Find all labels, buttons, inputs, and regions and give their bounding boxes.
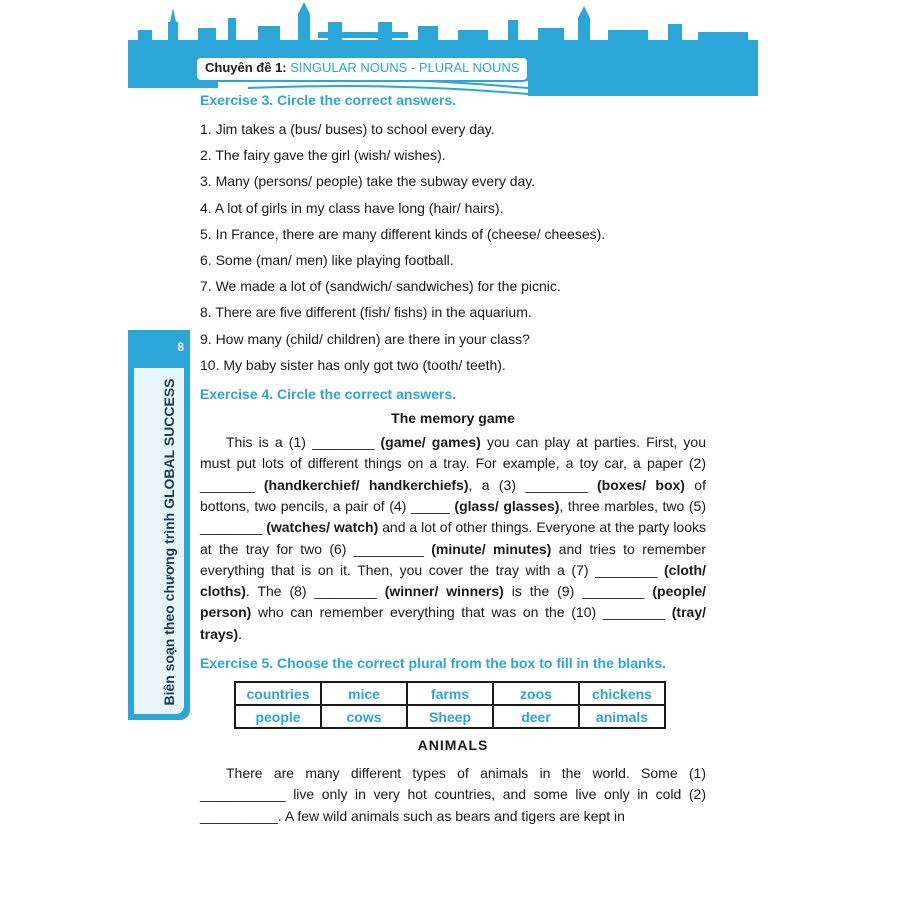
story-text: who can remember everything that was on the (10) ________: [251, 604, 672, 621]
word-cell: people: [235, 705, 321, 728]
exercise4-title: Exercise 4. Circle the correct answers.: [200, 386, 457, 403]
word-box: [234, 681, 666, 729]
list-item: 3. Many (persons/ people) take the subway every day.: [200, 173, 536, 190]
sidebar-vertical-text: Biên soạn theo chương trình GLOBAL SUCCESS: [161, 378, 177, 706]
story-text: .: [238, 625, 243, 642]
answer-choice: (minute/ minutes): [431, 540, 552, 557]
story-text: and tries to remember everything that is on it. Then, you cover the tray with a (7) ________: [200, 540, 706, 578]
exercise3-list: [200, 116, 706, 378]
answer-choice: (watches/ watch): [266, 519, 379, 536]
answer-choice: (people/ person): [200, 583, 707, 621]
word-cell: animals: [579, 705, 665, 728]
answer-choice: (glass/ glasses): [454, 497, 560, 514]
list-item: 9. How many (child/ children) are there in your class?: [200, 330, 530, 347]
answer-choice: (handkerchief/ handkerchiefs): [263, 476, 469, 493]
header-banner: [128, 0, 758, 100]
answer-choice: (winner/ winners): [384, 583, 504, 600]
chapter-title: SINGULAR NOUNS - PLURAL NOUNS: [290, 60, 520, 75]
list-item: 2. The fairy gave the girl (wish/ wishes).: [200, 147, 446, 164]
word-cell: countries: [235, 682, 321, 705]
story-title: The memory game: [391, 410, 515, 427]
answer-choice: (game/ games): [380, 434, 481, 451]
story-text: . The (8) ________: [245, 583, 385, 600]
word-cell: cows: [321, 705, 407, 728]
story-paragraph: [200, 432, 706, 645]
list-item: 6. Some (man/ men) like playing football.: [200, 252, 454, 269]
table-row: [235, 682, 665, 705]
word-cell: mice: [321, 682, 407, 705]
exercise5-title: Exercise 5. Choose the correct plural from the box to fill in the blanks.: [200, 655, 666, 671]
list-item: 4. A lot of girls in my class have long (hair/ hairs).: [200, 199, 504, 216]
list-item: 10. My baby sister has only got two (tooth/ teeth).: [200, 356, 506, 373]
london-skyline-icon: [128, 0, 758, 100]
page-number: 8: [128, 330, 190, 364]
story-text: of bottons, two pencils, a pair of (4) _____: [200, 476, 706, 514]
story-text: This is a (1) ________: [226, 434, 381, 451]
story-text: you can play at parties. First, you must put lots of different things on a tray. For example, a toy car, a paper (2) _______: [200, 434, 706, 493]
list-item: 5. In France, there are many different kinds of (cheese/ cheeses).: [200, 225, 606, 242]
answer-choice: (cloth/ cloths): [200, 561, 706, 600]
chapter-number: Chuyên đề 1:: [205, 60, 287, 75]
word-cell: farms: [407, 682, 493, 705]
answer-choice: (tray/ trays): [200, 604, 706, 642]
animals-title: ANIMALS: [417, 737, 489, 753]
story-text: and a lot of other things. Everyone at the party looks at the tray for two (6) _________: [200, 519, 707, 557]
answer-choice: (boxes/ box): [597, 476, 685, 493]
list-item: 7. We made a lot of (sandwich/ sandwiches) for the picnic.: [200, 278, 561, 295]
word-cell: Sheep: [407, 705, 493, 728]
word-cell: deer: [493, 705, 579, 728]
chapter-label: [195, 56, 529, 82]
word-cell: chickens: [579, 682, 665, 705]
animals-paragraph: There are many different types of animals in the world. Some (1) ___________ live only in very hot countries, and some live only in cold (2) __________. A few wild animals such as bears and tigers are kept in: [200, 765, 706, 824]
story-text: , a (3) ________: [468, 476, 598, 493]
list-item: 1. Jim takes a (bus/ buses) to school every day.: [200, 121, 495, 137]
table-row: [235, 705, 665, 728]
page-content: [200, 92, 706, 827]
exercise3-title: Exercise 3. Circle the correct answers.: [200, 92, 457, 108]
story-text: is the (9) ________: [503, 583, 653, 600]
word-cell: zoos: [493, 682, 579, 705]
story-text: , three marbles, two (5) ________: [200, 497, 706, 536]
list-item: 8. There are five different (fish/ fishs) in the aquarium.: [200, 304, 532, 321]
